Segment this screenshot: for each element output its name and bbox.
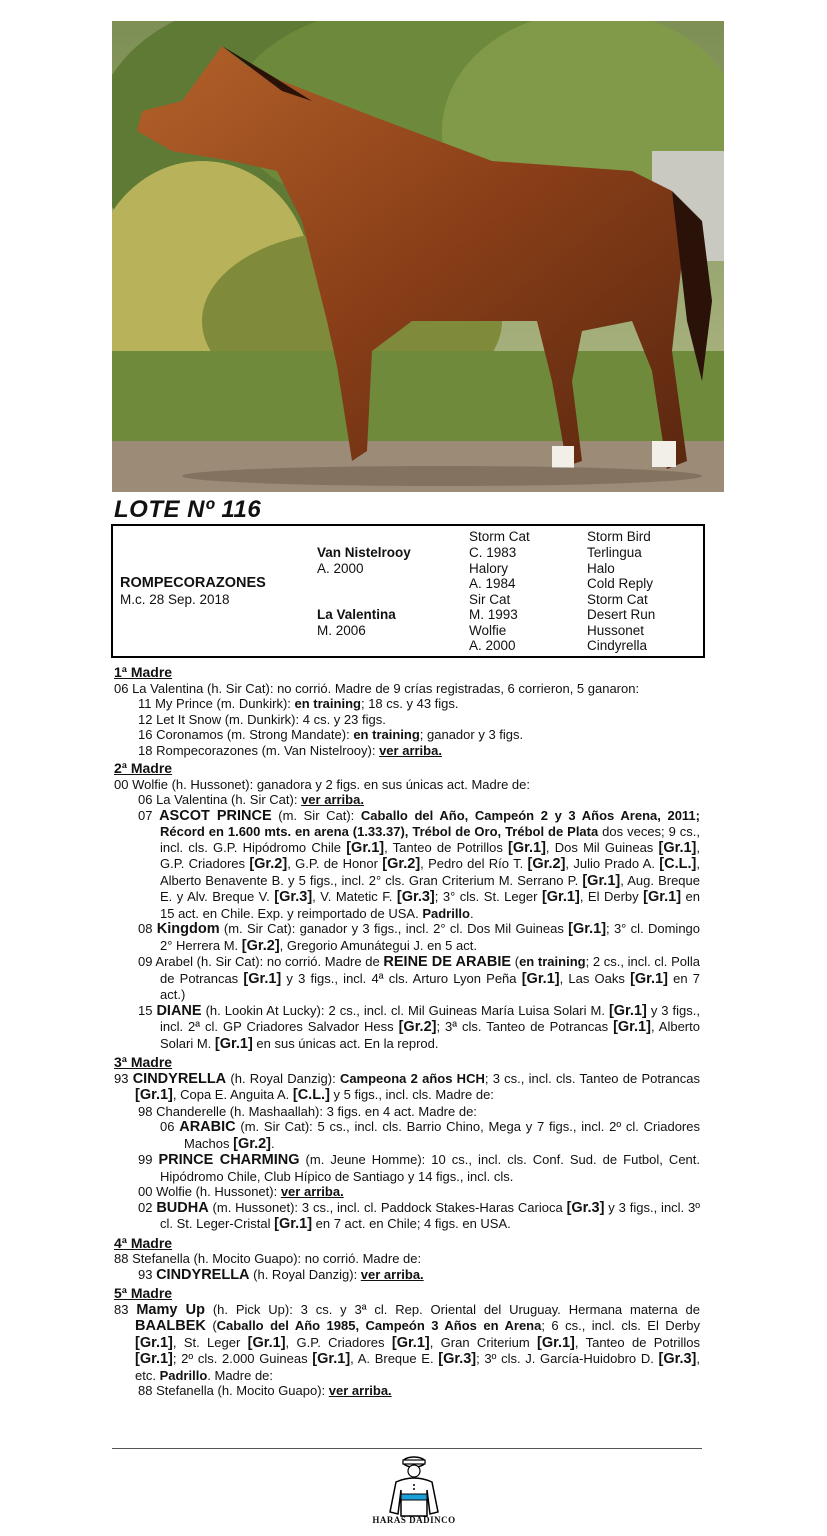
produce-entry: 00 Wolfie (h. Hussonet): ver arriba. (138, 1184, 344, 1199)
dam-entry: 88 Stefanella (h. Mocito Guapo): no corrió. Madre de: (114, 1251, 422, 1266)
sire-year: A. 2000 (317, 561, 364, 576)
produce-entry: 12 Let It Snow (m. Dunkirk): 4 cs. y 23 figs. (138, 711, 386, 727)
family-text (114, 662, 700, 1399)
dam-name: La Valentina (317, 607, 396, 622)
pedigree-cell: Terlingua (587, 545, 642, 560)
pedigree-cell: Wolfie (469, 623, 507, 638)
pedigree-cell: Cindyrella (587, 638, 648, 653)
produce-entry: 09 Arabel (h. Sir Cat): no corrió. Madre de REINE DE ARABIE (en training; 2 cs., incl. cl. Polla de Potrancas [Gr.1] y 3 figs., incl. 4ª cls. Arturo Lyon Peña [Gr.1], Las Oaks [Gr.1] en 7 act.) (138, 954, 701, 1002)
pedigree-cell: Halo (587, 561, 615, 576)
section-heading: 3ª Madre (114, 1054, 173, 1070)
pedigree-cell: Desert Run (587, 607, 656, 622)
produce-entry: 06 ARABIC (m. Sir Cat): 5 cs., incl. cls. Barrio Chino, Mega y 7 figs., incl. 2º cl. Criadores Machos [Gr.2]. (160, 1119, 700, 1152)
produce-entry: 07 ASCOT PRINCE (m. Sir Cat): Caballo del Año, Campeón 2 y 3 Años Arena, 2011; Récord en 1.600 mts. en arena (1.33.37), Trébol de Oro, Trébol de Plata dos veces; 9 cs., incl. cls. G.P. Hipódromo Chile [Gr.1], Tanteo de Potrillos [Gr.1], Dos Mil Guineas [Gr.1], G.P. Criadores [Gr.2], G.P. de Honor [Gr.2], Pedro del Río T. [Gr.2], Julio Prado A. [C.L.], Alberto Benavente B. y 5 figs., incl. 2° cls. Gran Criterium M. Serrano P. [Gr.1], Aug. Breque E. y Alv. Breque V. [Gr.3], V. Matetic F. [Gr.3]; 3° cls. St. Leger [Gr.1], El Derby [Gr.1] en 15 act. en Chile. Exp. y reimportado de USA. Padrillo. (138, 807, 701, 921)
produce-entry: 06 La Valentina (h. Sir Cat): ver arriba. (138, 792, 364, 807)
produce-entry: 16 Coronamos (m. Strong Mandate): en training; ganador y 3 figs. (138, 727, 524, 742)
pedigree-cell: C. 1983 (469, 545, 517, 560)
pedigree-cell: Sir Cat (469, 592, 511, 607)
horse-info: M.c. 28 Sep. 2018 (120, 592, 230, 607)
dam-entry: 83 Mamy Up (h. Pick Up): 3 cs. y 3ª cl. Rep. Oriental del Uruguay. Hermana materna de BAALBEK (Caballo del Año 1985, Campeón 3 Años en Arena; 6 cs., incl. cls. El Derby [Gr.1], St. Leger [Gr.1], G.P. Criadores [Gr.1], Gran Criterium [Gr.1], Tanteo de Potrillos [Gr.1]; 2º cls. 2.000 Guineas [Gr.1], A. Breque E. [Gr.3]; 3º cls. J. García-Huidobro D. [Gr.3], etc. Padrillo. Madre de: (114, 1301, 700, 1383)
pedigree-cell: Cold Reply (587, 576, 654, 591)
produce-entry: 88 Stefanella (h. Mocito Guapo): ver arriba. (138, 1383, 392, 1398)
produce-entry: 08 Kingdom (m. Sir Cat): ganador y 3 figs., incl. 2° cl. Dos Mil Guineas [Gr.1]; 3° cl. Domingo 2° Herrera M. [Gr.2], Gregorio Amunátegui J. en 5 act. (138, 921, 701, 954)
produce-entry: 93 CINDYRELLA (h. Royal Danzig): ver arriba. (138, 1266, 424, 1283)
produce-entry: 99 PRINCE CHARMING (m. Jeune Homme): 10 cs., incl. cls. Conf. Sud. de Futbol, Cent. Hipódromo Chile, Club Hípico de Santiago y 14 figs., incl. cls. (138, 1152, 700, 1184)
horse-name: ROMPECORAZONES (120, 575, 266, 591)
pedigree-cell: Halory (469, 561, 509, 576)
pedigree-cell: M. 1993 (469, 607, 518, 622)
produce-entry: 18 Rompecorazones (m. Van Nistelrooy): ver arriba. (138, 742, 442, 758)
pedigree-cell: Hussonet (587, 623, 645, 638)
section-heading: 2ª Madre (114, 760, 173, 776)
pedigree-table (111, 524, 705, 658)
produce-entry: 15 DIANE (h. Lookin At Lucky): 2 cs., incl. cl. Mil Guineas María Luisa Solari M. [Gr.1] y 3 figs., incl. 2ª cl. GP Criadores Salvador Hess [Gr.2]; 3ª cls. Tanteo de Potrancas [Gr.1], Alberto Solari M. [Gr.1] en sus únicas act. En la reprod. (138, 1002, 700, 1052)
produce-entry: 02 BUDHA (m. Hussonet): 3 cs., incl. cl. Paddock Stakes-Haras Carioca [Gr.3] y 3 figs., incl. 3º cl. St. Leger-Cristal [Gr.1] en 7 act. en Chile; 4 figs. en USA. (138, 1199, 701, 1232)
footer-divider (112, 1448, 702, 1449)
pedigree-cell: Storm Cat (469, 529, 530, 544)
sire-name: Van Nistelrooy (317, 545, 411, 560)
horse-photo (112, 21, 724, 492)
brand-name: HARAS DADINCO (372, 1515, 456, 1525)
dam-entry: 00 Wolfie (h. Hussonet): ganadora y 2 figs. en sus únicas act. Madre de: (114, 776, 530, 792)
section-heading: 4ª Madre (114, 1234, 173, 1251)
pedigree-cell: A. 1984 (469, 576, 516, 591)
produce-entry: 98 Chanderelle (h. Mashaallah): 3 figs. en 4 act. Madre de: (138, 1103, 477, 1119)
lot-title: LOTE Nº 116 (114, 496, 262, 523)
produce-entry: 11 My Prince (m. Dunkirk): en training; 18 cs. y 43 figs. (138, 696, 459, 711)
section-heading: 1ª Madre (114, 664, 173, 680)
pedigree-cell: Storm Cat (587, 592, 648, 607)
dam-entry: 93 CINDYRELLA (h. Royal Danzig): Campeona 2 años HCH; 3 cs., incl. cls. Tanteo de Potrancas [Gr.1], Copa E. Anguita A. [C.L.] y 5 figs., incl. cls. Madre de: (114, 1070, 700, 1103)
pedigree-cell: A. 2000 (469, 638, 516, 653)
section-heading: 5ª Madre (114, 1285, 173, 1301)
pedigree-cell: Storm Bird (587, 529, 651, 544)
dam-year: M. 2006 (317, 623, 366, 638)
dam-entry: 06 La Valentina (h. Sir Cat): no corrió. Madre de 9 crías registradas, 6 corrieron, 5 ganaron: (114, 680, 640, 696)
